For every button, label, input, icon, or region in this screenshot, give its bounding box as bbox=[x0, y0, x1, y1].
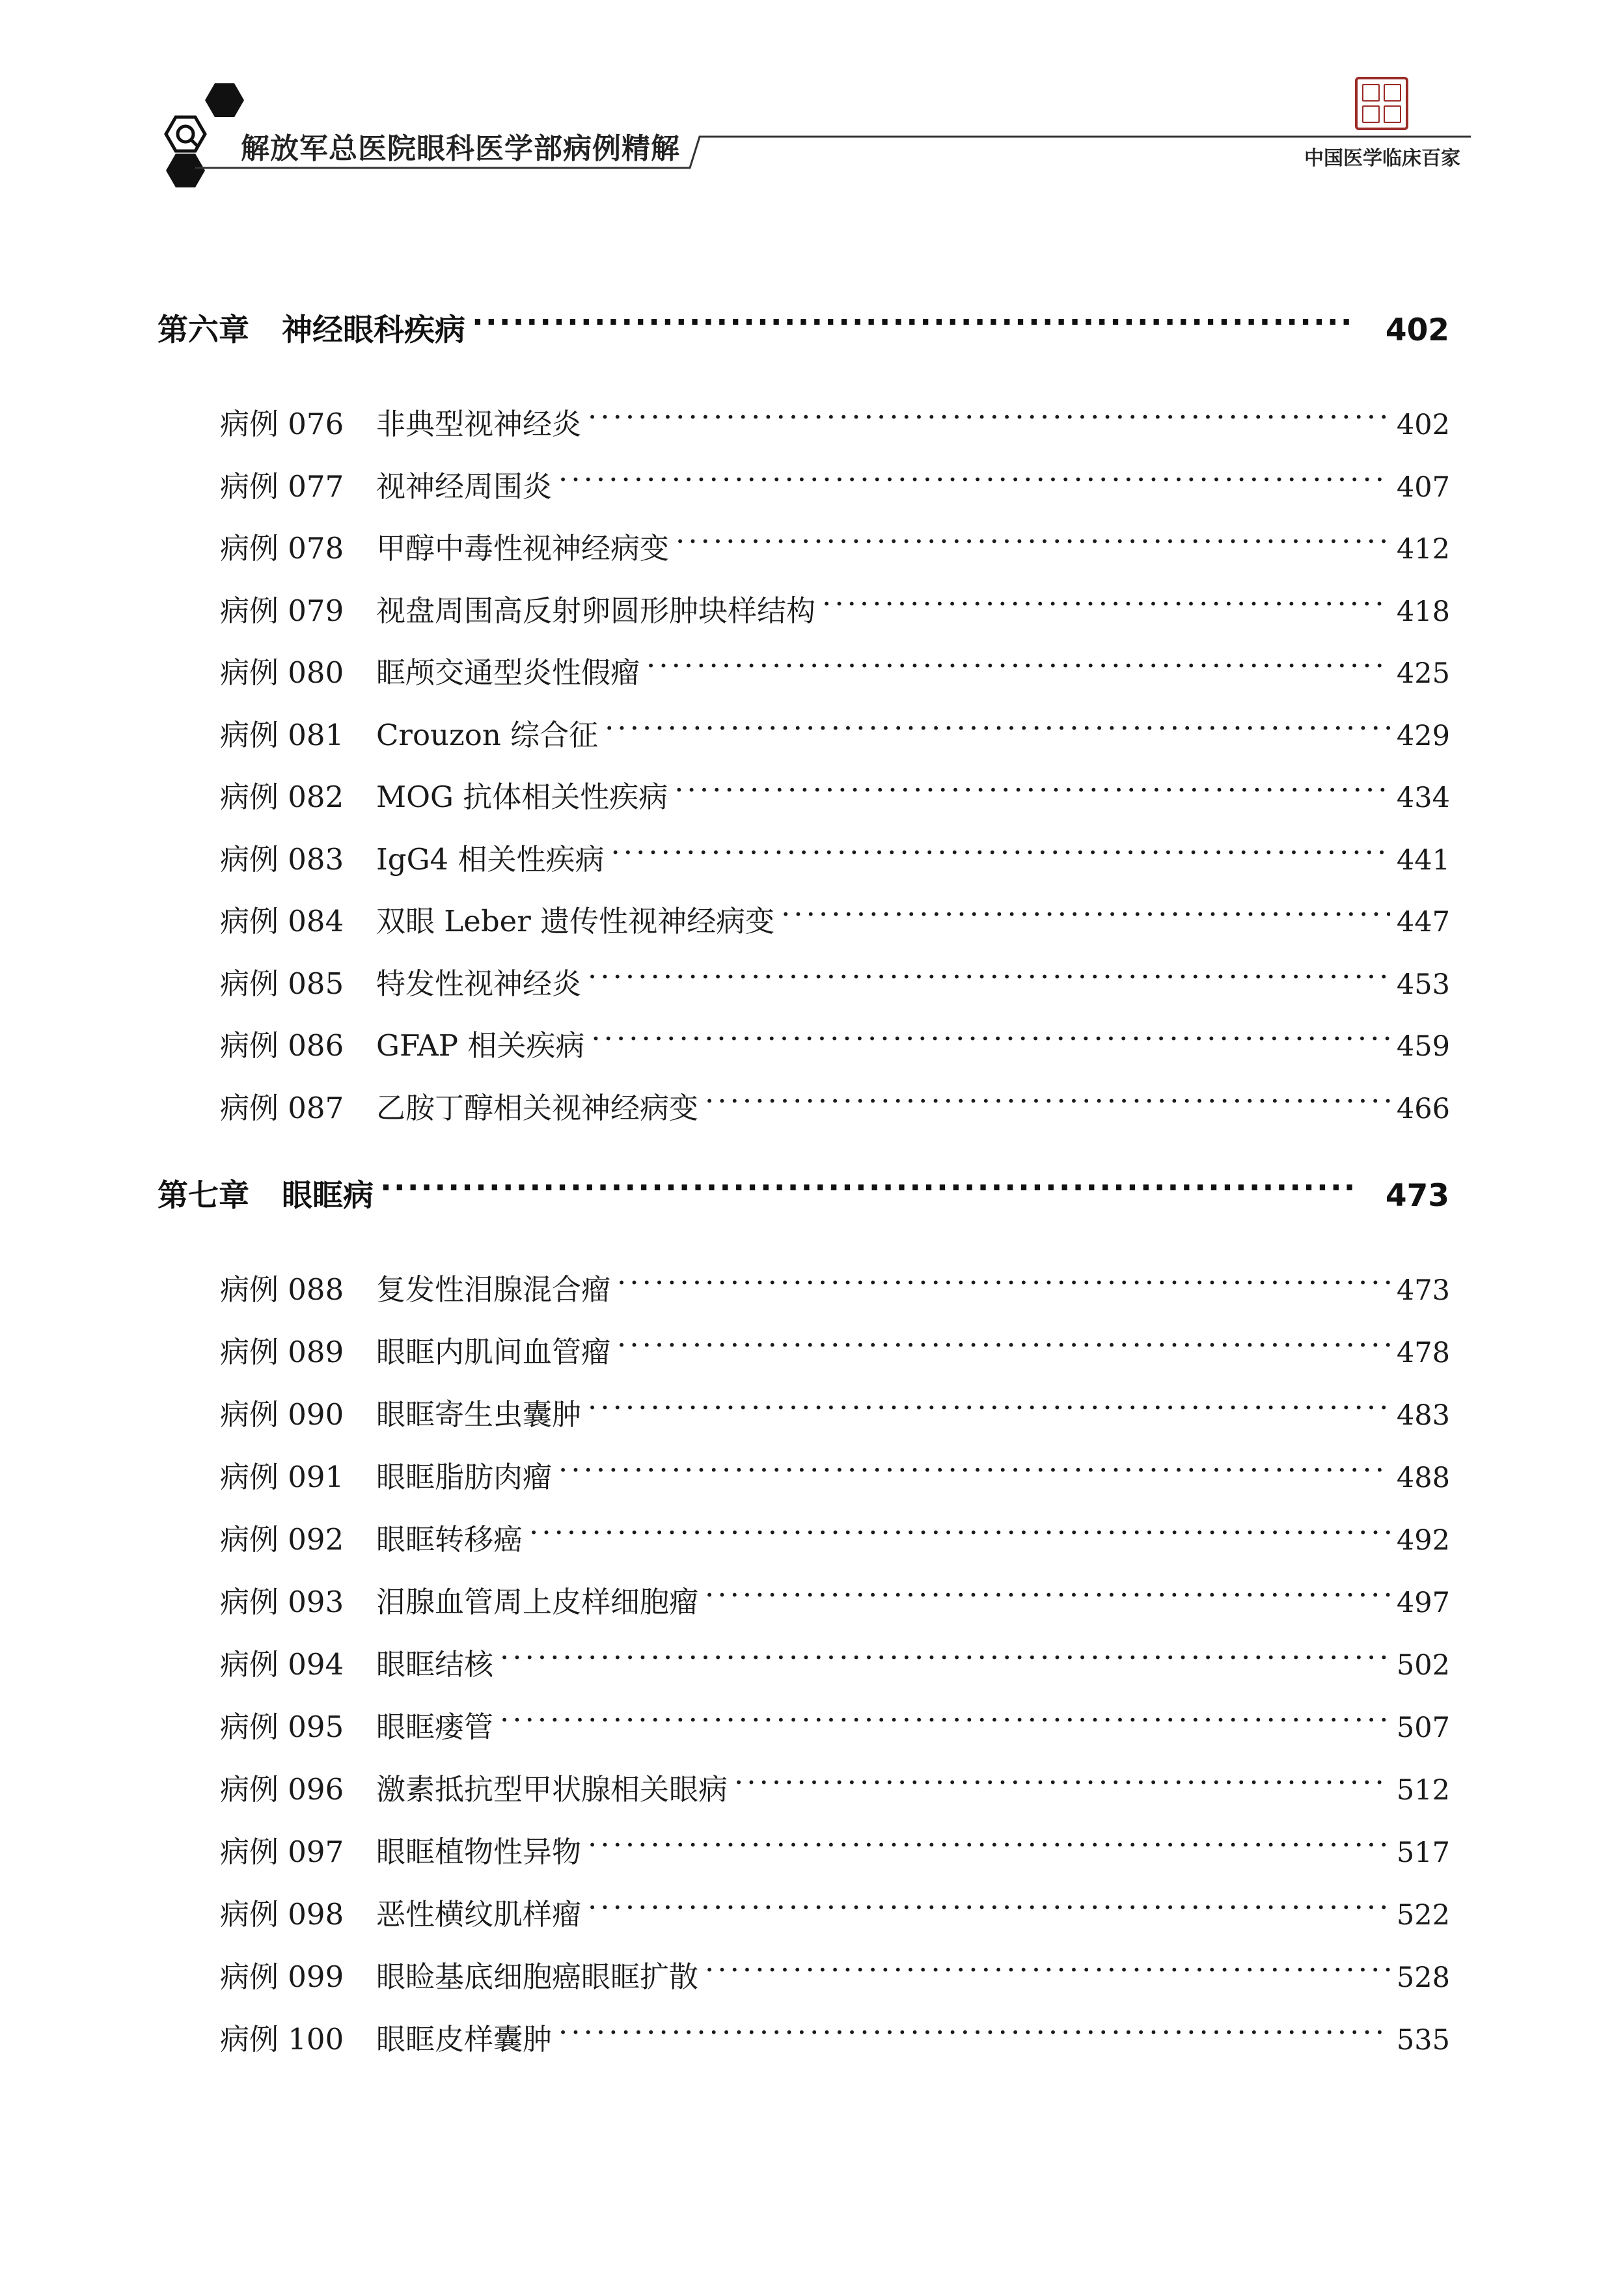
dot-leader bbox=[558, 1458, 1390, 1487]
dot-leader bbox=[734, 1770, 1390, 1799]
toc-case-row[interactable] bbox=[220, 2016, 1450, 2058]
case-number: 病例 094 bbox=[220, 1647, 344, 1682]
case-page-number: 512 bbox=[1396, 1774, 1450, 1807]
toc-case-row[interactable] bbox=[220, 1953, 1450, 1995]
case-number: 病例 083 bbox=[220, 841, 344, 877]
red-seal-stamp-icon bbox=[1355, 77, 1408, 130]
dot-leader bbox=[676, 529, 1390, 558]
case-page-number: 483 bbox=[1396, 1399, 1450, 1432]
case-number: 病例 088 bbox=[220, 1272, 344, 1307]
case-page-number: 522 bbox=[1396, 1899, 1450, 1932]
toc-case-row[interactable] bbox=[220, 1891, 1450, 1933]
case-number: 病例 086 bbox=[220, 1028, 344, 1063]
case-number: 病例 099 bbox=[220, 1960, 344, 1994]
chapter-title: 神经眼科疾病 bbox=[282, 312, 465, 348]
case-page-number: 492 bbox=[1396, 1524, 1450, 1557]
case-number: 病例 087 bbox=[220, 1090, 344, 1125]
toc-case-row[interactable] bbox=[220, 836, 1450, 878]
case-number: 病例 096 bbox=[220, 1772, 344, 1807]
toc-case-row[interactable] bbox=[220, 1578, 1450, 1620]
dot-leader bbox=[472, 310, 1353, 340]
toc-case-row[interactable] bbox=[220, 1641, 1450, 1683]
case-title: 眼眶寄生虫囊肿 bbox=[376, 1397, 582, 1432]
case-title: 视神经周围炎 bbox=[376, 469, 553, 504]
case-title: 泪腺血管周上皮样细胞瘤 bbox=[376, 1585, 699, 1619]
case-number: 病例 077 bbox=[220, 469, 344, 504]
case-page-number: 447 bbox=[1396, 906, 1450, 938]
case-page-number: 407 bbox=[1396, 471, 1450, 504]
toc-case-row[interactable] bbox=[220, 1391, 1450, 1433]
book-title: 解放军总医院眼科医学部病例精解 bbox=[241, 132, 680, 165]
case-page-number: 473 bbox=[1396, 1274, 1450, 1307]
toc-case-row[interactable] bbox=[220, 1766, 1450, 1808]
case-page-number: 478 bbox=[1396, 1337, 1450, 1369]
toc-case-row[interactable] bbox=[220, 773, 1450, 815]
dot-leader bbox=[588, 964, 1390, 994]
dot-leader bbox=[588, 1895, 1390, 1924]
case-title: 甲醇中毒性视神经病变 bbox=[376, 531, 670, 566]
case-title: 复发性泪腺混合瘤 bbox=[376, 1272, 611, 1307]
case-number: 病例 098 bbox=[220, 1897, 344, 1932]
case-number: 病例 100 bbox=[220, 2022, 344, 2057]
case-title: 激素抵抗型甲状腺相关眼病 bbox=[376, 1772, 728, 1807]
case-title: 恶性横纹肌样瘤 bbox=[376, 1897, 582, 1932]
case-number: 病例 082 bbox=[220, 780, 344, 814]
case-page-number: 507 bbox=[1396, 1712, 1450, 1744]
case-page-number: 425 bbox=[1396, 657, 1450, 690]
toc-case-row[interactable] bbox=[220, 1266, 1450, 1308]
series-name: 中国医学临床百家 bbox=[1304, 147, 1460, 170]
dot-leader bbox=[588, 405, 1390, 434]
case-title: IgG4 相关性疾病 bbox=[376, 841, 605, 877]
toc-case-row[interactable] bbox=[220, 1453, 1450, 1496]
case-title: 眼眶结核 bbox=[376, 1647, 494, 1682]
case-title: 非典型视神经炎 bbox=[376, 407, 582, 441]
case-page-number: 502 bbox=[1396, 1649, 1450, 1682]
case-page-number: 429 bbox=[1396, 719, 1450, 752]
toc-case-row[interactable] bbox=[220, 463, 1450, 505]
case-number: 病例 079 bbox=[220, 593, 344, 628]
case-number: 病例 085 bbox=[220, 966, 344, 1001]
dot-leader bbox=[588, 1833, 1390, 1862]
toc-chapter-row[interactable] bbox=[157, 1171, 1449, 1215]
case-page-number: 497 bbox=[1396, 1587, 1450, 1619]
dot-leader bbox=[781, 902, 1390, 931]
dot-leader bbox=[558, 2020, 1390, 2049]
case-page-number: 535 bbox=[1396, 2024, 1450, 2057]
toc-chapter-row[interactable] bbox=[157, 306, 1449, 349]
dot-leader bbox=[617, 1333, 1390, 1362]
dot-leader bbox=[617, 1270, 1390, 1300]
case-number: 病例 084 bbox=[220, 904, 344, 938]
case-title: MOG 抗体相关性疾病 bbox=[376, 780, 668, 814]
case-title: 眼睑基底细胞癌眼眶扩散 bbox=[376, 1960, 699, 1994]
case-page-number: 412 bbox=[1396, 533, 1450, 566]
case-number: 病例 080 bbox=[220, 655, 344, 690]
dot-leader bbox=[500, 1708, 1390, 1737]
chapter-number: 第六章 bbox=[157, 312, 249, 348]
dot-leader bbox=[610, 840, 1389, 869]
dot-leader bbox=[705, 1958, 1390, 1987]
case-page-number: 434 bbox=[1396, 782, 1450, 814]
toc-case-row[interactable] bbox=[220, 400, 1450, 443]
case-title: 眼眶瘘管 bbox=[376, 1710, 494, 1744]
case-title: GFAP 相关疾病 bbox=[376, 1028, 585, 1063]
case-number: 病例 095 bbox=[220, 1710, 344, 1744]
dot-leader bbox=[558, 467, 1390, 497]
toc-case-row[interactable] bbox=[220, 1328, 1450, 1371]
chapter-page-number: 473 bbox=[1385, 1178, 1449, 1214]
chapter-page-number: 402 bbox=[1385, 312, 1449, 348]
chapter-title: 眼眶病 bbox=[282, 1178, 374, 1214]
toc-case-row[interactable] bbox=[220, 1516, 1450, 1558]
toc-case-row[interactable] bbox=[220, 897, 1450, 940]
case-number: 病例 076 bbox=[220, 407, 344, 441]
case-number: 病例 092 bbox=[220, 1522, 344, 1557]
case-number: 病例 093 bbox=[220, 1585, 344, 1619]
case-page-number: 402 bbox=[1396, 409, 1450, 441]
case-title: 视盘周围高反射卵圆形肿块样结构 bbox=[376, 593, 816, 628]
case-page-number: 488 bbox=[1396, 1462, 1450, 1494]
dot-leader bbox=[588, 1395, 1390, 1425]
toc-case-row[interactable] bbox=[220, 649, 1450, 691]
dot-leader bbox=[500, 1645, 1390, 1674]
dot-leader bbox=[529, 1520, 1390, 1550]
case-page-number: 418 bbox=[1396, 595, 1450, 628]
case-title: 眼眶转移癌 bbox=[376, 1522, 523, 1557]
case-number: 病例 097 bbox=[220, 1835, 344, 1869]
toc-case-row[interactable] bbox=[220, 525, 1450, 567]
dot-leader bbox=[605, 716, 1390, 745]
toc-case-row[interactable] bbox=[220, 1828, 1450, 1870]
toc-case-row[interactable] bbox=[220, 1022, 1450, 1064]
dot-leader bbox=[705, 1089, 1390, 1118]
chapter-number: 第七章 bbox=[157, 1178, 249, 1214]
toc-case-row[interactable] bbox=[220, 1703, 1450, 1745]
case-title: 眼眶脂肪肉瘤 bbox=[376, 1460, 553, 1494]
case-title: 乙胺丁醇相关视神经病变 bbox=[376, 1090, 699, 1125]
case-page-number: 459 bbox=[1396, 1030, 1450, 1063]
case-number: 病例 078 bbox=[220, 531, 344, 566]
dot-leader bbox=[822, 592, 1390, 621]
dot-leader bbox=[705, 1583, 1390, 1612]
toc-case-row[interactable] bbox=[220, 1084, 1450, 1127]
case-title: 眶颅交通型炎性假瘤 bbox=[376, 655, 640, 690]
toc-case-row[interactable] bbox=[220, 587, 1450, 629]
dot-leader bbox=[591, 1026, 1390, 1056]
case-title: 眼眶皮样囊肿 bbox=[376, 2022, 553, 2057]
dot-leader bbox=[646, 653, 1390, 683]
toc-case-row[interactable] bbox=[220, 960, 1450, 1002]
case-page-number: 528 bbox=[1396, 1961, 1450, 1994]
case-title: 眼眶内肌间血管瘤 bbox=[376, 1335, 611, 1369]
case-title: 特发性视神经炎 bbox=[376, 966, 582, 1001]
dot-leader bbox=[380, 1175, 1353, 1206]
case-title: 眼眶植物性异物 bbox=[376, 1835, 582, 1869]
page-header bbox=[0, 0, 1614, 208]
case-page-number: 441 bbox=[1396, 843, 1450, 877]
case-page-number: 453 bbox=[1396, 968, 1450, 1001]
case-number: 病例 089 bbox=[220, 1335, 344, 1369]
case-title: Crouzon 综合征 bbox=[376, 717, 599, 752]
case-title: 双眼 Leber 遗传性视神经病变 bbox=[376, 904, 775, 938]
dot-leader bbox=[674, 778, 1390, 807]
toc-case-row[interactable] bbox=[220, 711, 1450, 754]
case-number: 病例 091 bbox=[220, 1460, 344, 1494]
case-page-number: 466 bbox=[1396, 1092, 1450, 1125]
case-number: 病例 081 bbox=[220, 717, 344, 752]
case-page-number: 517 bbox=[1396, 1837, 1450, 1869]
case-number: 病例 090 bbox=[220, 1397, 344, 1432]
